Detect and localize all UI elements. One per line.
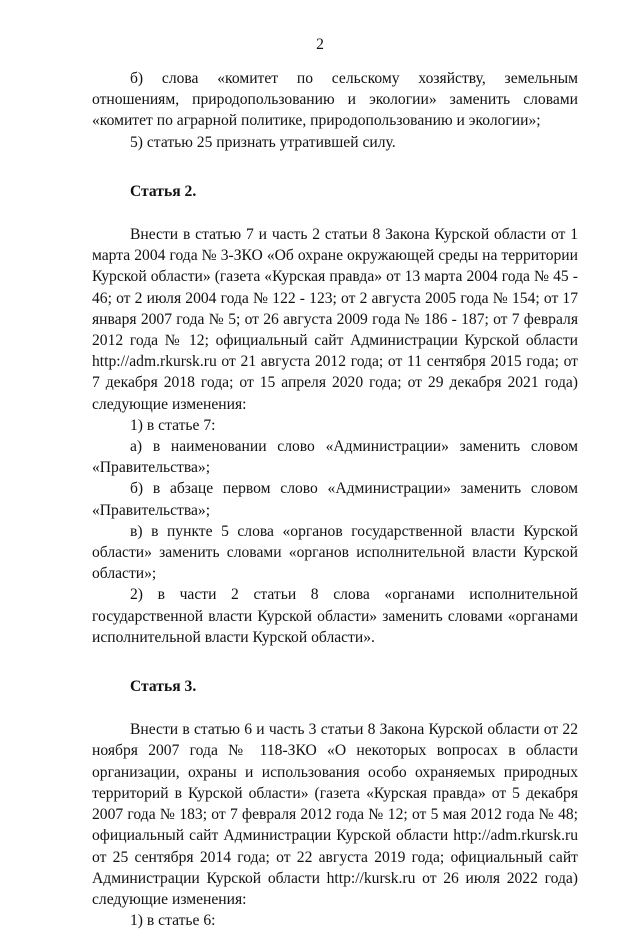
article-2-item: 1) в статье 7: (130, 416, 216, 434)
article-2-item: 2) в части 2 статьи 8 слова «органами исполнительной государственной власти Курской области» заменить словами «органами исполнительной власти Курской области». (92, 586, 578, 646)
article-3-intro: Внести в статью 6 и часть 3 статьи 8 Закона Курской области от 22 ноября 2007 года № 118-ЗКО «О некоторых вопросах в области организации, охраны и использования особо охраняемых природных территорий в Курской области» (газета «Курская правда» от 5 декабря 2007 года № 183; от 7 февраля 2012 года № 12; от 5 мая 2012 года № 48; официальный сайт Администрации Курской области http://adm.rkursk.ru от 25 сентября 2014 года; от 22 августа 2019 года; официальный сайт Администрации Курской области http://kursk.ru от 26 июля 2022 года) следующие изменения: (92, 721, 578, 908)
article-2-item: б) в абзаце первом слово «Администрации» заменить словом «Правительства»; (92, 480, 578, 519)
page-number: 2 (316, 36, 324, 53)
paragraph-item-b-committee: б) слова «комитет по сельскому хозяйству, земельным отношениям, природопользованию и экологии» заменить словами «комитет по аграрной политике, природопользованию и экологии»; (92, 70, 578, 130)
article-2-item: в) в пункте 5 слова «органов государственной власти Курской области» заменить словами «органов исполнительной власти Курской области»; (92, 522, 578, 583)
article-2-item: а) в наименовании слово «Администрации» заменить словом «Правительства»; (92, 438, 578, 477)
paragraph-item-5: 5) статью 25 признать утратившей силу. (130, 133, 396, 151)
article-3-heading: Статья 3. (130, 678, 197, 696)
article-3-item: 1) в статье 6: (130, 912, 216, 930)
document-body (92, 68, 578, 931)
article-2-heading: Статья 2. (130, 182, 197, 200)
article-2-intro: Внести в статью 7 и часть 2 статьи 8 Закона Курской области от 1 марта 2004 года № 3-ЗКО «Об охране окружающей среды на территории Курской области» (газета «Курская правда» от 13 марта 2004 года № 45 - 46; от 2 июля 2004 года № 122 - 123; от 2 августа 2005 года № 154; от 17 января 2007 года № 5; от 26 августа 2009 года № 186 - 187; от 7 февраля 2012 года № 12; официальный сайт Администрации Курской области http://adm.rkursk.ru от 21 августа 2012 года; от 11 сентября 2015 года; от 7 декабря 2018 года; от 15 апреля 2020 года; от 29 декабря 2021 года) следующие изменения: (92, 226, 578, 413)
